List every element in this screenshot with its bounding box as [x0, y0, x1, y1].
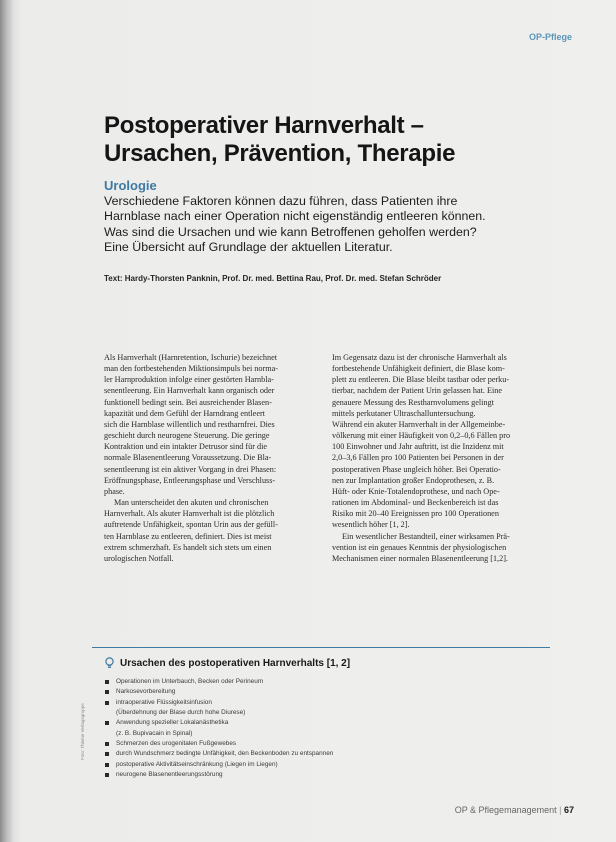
body-line: Während ein akuter Harnverhalt in der Allgemeinbe- [332, 419, 506, 429]
body-line: fortbestehende Unfähigkeit definiert, die Blase kom- [332, 364, 505, 374]
body-line: extrem schmerzhaft. Es handelt sich stets um einen [104, 542, 272, 552]
body-line: Hüft- oder Knie-Totalendoprothese, und nach Ope- [332, 486, 500, 496]
body-paragraph [332, 531, 546, 564]
body-line: 100 Einwohner und Jahr auftritt, ist die Inzidenz mit [332, 442, 504, 452]
body-line: normale Blasenentleerung Voraussetzung. Die Bla- [104, 453, 272, 463]
body-line: Eröffnungsphase, Entleerungsphase und Verschluss- [104, 475, 276, 485]
body-line: phase. [104, 486, 125, 496]
body-line: auftretende Unfähigkeit, spontan Urin aus der gefüll- [104, 520, 278, 530]
article-authors: Text: Hardy-Thorsten Panknin, Prof. Dr. med. Bettina Rau, Prof. Dr. med. Stefan Schröder [104, 274, 442, 283]
page-footer [455, 805, 574, 815]
body-line: vention ist ein genaues Kenntnis der physiologischen [332, 542, 507, 552]
title-line: Postoperativer Harnverhalt – [104, 112, 424, 139]
section-label: OP-Pflege [528, 32, 572, 42]
list-item: durch Wundschmerz bedingte Unfähigkeit, den Beckenboden zu entspannen [104, 749, 544, 759]
journal-name: OP & Pflegemanagement [454, 805, 557, 815]
body-paragraph [104, 497, 320, 564]
body-line: genauere Messung des Restharnvolumens gelingt [332, 397, 494, 407]
list-item: Schmerzen des urogenitalen Fußgewebes [104, 739, 544, 749]
body-column-right [332, 352, 546, 564]
list-item: neurogene Blasenentleerungsstörung [104, 770, 544, 780]
body-line: Ein wesentlicher Bestandteil, einer wirksamen Prä- [342, 531, 510, 541]
body-line: ten Harnblase zu entleeren, definiert. Dies ist meist [104, 531, 272, 541]
body-line: Kontraktion und ein intakter Detrusor sind für die [104, 442, 268, 452]
list-item-continuation: (z. B. Bupivacain in Spinal) [116, 729, 193, 737]
body-line: funktionell bedingt sein. Bei ausreichender Blasen- [104, 397, 272, 407]
page-edge-shadow [0, 0, 14, 842]
body-line: sich die Harnblase willentlich und restharnfrei. Dies [104, 419, 275, 429]
lead-line: Eine Übersicht auf Grundlage der aktuellen Literatur. [104, 240, 393, 255]
body-line: urologischen Notfall. [104, 553, 174, 563]
body-line: mittels perkutaner Ultraschalluntersuchung. [332, 408, 476, 418]
body-line: senentleerung. Ein Harnverhalt kann organisch oder [104, 386, 275, 396]
body-line: ler Harnproduktion infolge einer gestörten Harnbla- [104, 375, 274, 385]
body-line: tierbar, nachdem der Patient Urin gelassen hat. Eine [332, 386, 502, 396]
footer-separator: | [559, 805, 562, 815]
body-line: man den fortbestehenden Miktionsimpuls bei norma- [104, 364, 278, 374]
page-number: 67 [563, 805, 574, 815]
list-item: Anwendung spezieller Lokalanästhetika [104, 718, 544, 728]
article-lead [104, 194, 544, 256]
body-paragraph [104, 352, 320, 497]
lead-line: Harnblase nach einer Operation nicht eigenständig entleeren können. [104, 209, 486, 224]
infobox-list [104, 677, 544, 780]
infobox-divider [92, 647, 550, 648]
list-item-continuation: (Überdehnung der Blase durch hohe Diurese) [116, 709, 246, 717]
photo-credit: Foto: Thieme Verlagsgruppe [80, 703, 85, 760]
body-line: Risiko mit 20–40 Ereignissen pro 100 Operationen [332, 509, 499, 519]
body-line: senentleerung ist ein aktiver Vorgang in drei Phasen: [104, 464, 277, 474]
body-line: wesentlich höher [1, 2]. [332, 520, 410, 530]
infobox [104, 657, 544, 780]
body-line: Mechanismen einer normalen Blasenentleerung [1,2]. [332, 553, 508, 563]
body-line: geschieht durch neurogene Steuerung. Die geringe [104, 431, 270, 441]
infobox-title-text: Ursachen des postoperativen Harnverhalts [1, 2] [120, 657, 351, 669]
lead-line: Verschiedene Faktoren können dazu führen, dass Patienten ihre [104, 194, 458, 208]
article-kicker: Urologie [104, 178, 157, 193]
body-line: kapazität und dem Gefühl der Harndrang entleert [104, 408, 265, 418]
body-line: Harnverhalt. Als akuter Harnverhalt ist die plötzlich [104, 509, 275, 519]
list-item: postoperative Aktivitätseinschränkung (Liegen im Liegen) [104, 760, 544, 770]
body-line: 2,0–3,6 Fällen pro 100 Patienten bei Personen in der [332, 453, 504, 463]
body-line: Im Gegensatz dazu ist der chronische Harnverhalt als [332, 353, 507, 362]
lightbulb-icon [104, 657, 115, 669]
list-item: Narkosevorbereitung [104, 687, 544, 697]
list-item: Operationen im Unterbauch, Becken oder Perineum [104, 677, 544, 687]
body-line: Man unterscheidet den akuten und chronischen [114, 498, 269, 508]
infobox-title [104, 657, 544, 669]
body-line: postoperativen Phase ungleich höher. Bei Operatio- [332, 464, 501, 474]
body-column-left [104, 352, 320, 564]
body-line: völkerung mit einer Häufigkeit von 0,2–0,6 Fällen pro [332, 431, 511, 441]
body-paragraph [332, 352, 546, 531]
title-line: Ursachen, Prävention, Therapie [104, 140, 456, 167]
lead-line: Was sind die Ursachen und wie kann Betroffenen geholfen werden? [104, 224, 477, 239]
body-line: nen zur Implantation großer Endoprothesen, z. B. [332, 475, 495, 485]
body-line: rationen im Abdominal- und Beckenbereich ist das [332, 498, 499, 508]
list-item: intraoperative Flüssigkeitsinfusion [104, 698, 544, 708]
body-line: plett zu entleeren. Die Blase bleibt tastbar oder perku- [332, 375, 510, 385]
body-line: Als Harnverhalt (Harnretention, Ischurie) bezeichnet [104, 353, 277, 362]
article-title [104, 112, 524, 168]
